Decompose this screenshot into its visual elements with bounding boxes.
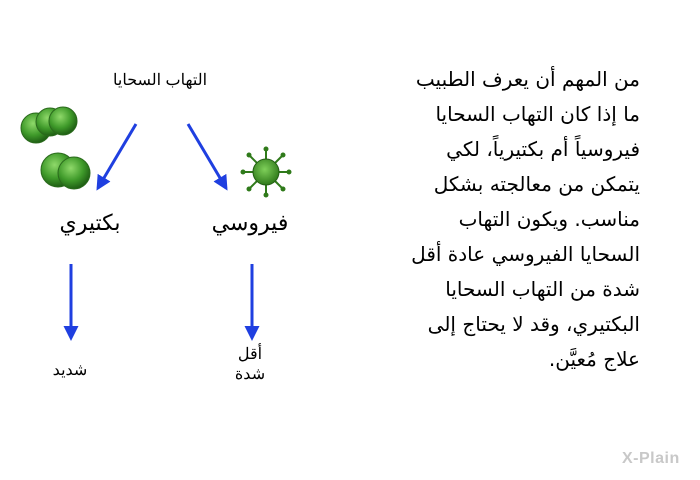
milder-outcome-line: شدة [234,366,266,383]
viral-label: فيروسي [211,210,289,235]
milder-outcome-line: أقل [237,346,263,363]
diagram-title: التهاب السحايا [112,72,208,89]
paragraph-line: ما إذا كان التهاب السحايا [435,102,640,126]
x-plain-logo: X-Plain [622,450,680,467]
paragraph-line: شدة من التهاب السحايا [445,277,640,301]
paragraph-line: السحايا الفيروسي عادة أقل [411,242,640,266]
paragraph-line: مناسب. ويكون التهاب [458,207,640,231]
paragraph-line: البكتيري، وقد لا يحتاج إلى [427,312,640,336]
arrow-to-viral [188,124,226,188]
paragraph-line: يتمكن من معالجته بشكل [433,172,640,196]
bacteria-cluster-icon [21,107,90,189]
arrow-to-bacterial [98,124,136,188]
paragraph-line: فيروسياً أم بكتيرياً، لكي [446,137,640,161]
severe-outcome-label: شديد [52,362,88,379]
milder-outcome-label [215,345,285,385]
explanation-paragraph [355,62,640,377]
virus-icon [241,147,292,198]
paragraph-line: من المهم أن يعرف الطبيب [415,67,640,91]
bacterial-label: بكتيري [59,210,121,235]
paragraph-line: علاج مُعيَّن. [548,347,640,371]
